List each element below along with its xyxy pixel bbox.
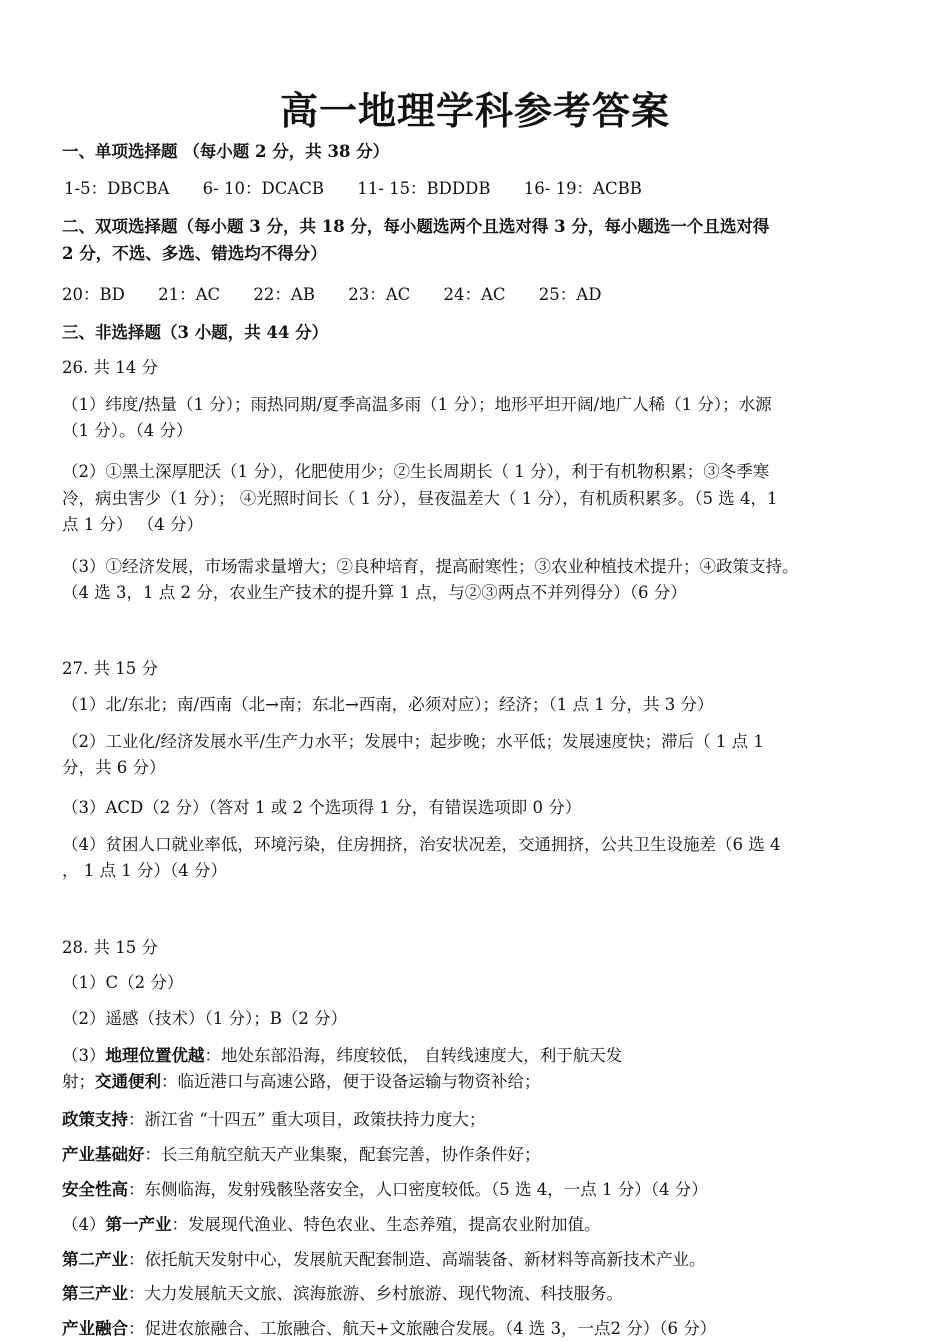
keyword: 第三产业 [62,1284,128,1303]
section2-heading-line1: 二、双项选择题（每小题 3 分，共 18 分，每小题选两个且选对得 3 分，每小题选一个且选对得 [62,217,770,236]
q28-part3-line3 [62,1107,892,1133]
section1-answers [64,176,894,202]
keyword: 产业基础好 [62,1145,145,1164]
answer-item: 24：AC [443,285,506,304]
section2-answers [62,282,892,308]
keyword: 政策支持 [62,1110,128,1129]
q27-part2-line2: 分，共 6 分） [62,758,166,777]
section3-heading: 三、非选择题（3 小题，共 44 分） [62,323,329,342]
point-text: ：地处东部沿海，纬度较低， 自转线速度大，利于航天发 [204,1046,623,1065]
point-text: ：发展现代渔业、特色农业、生态养殖，提高农业附加值。 [171,1215,601,1234]
q27-part2-line1: （2）工业化/经济发展水平/生产力水平；发展中；起步晚；水平低；发展速度快；滞后（ 1 点 1 [62,732,764,751]
q26-part3-line1: （3）①经济发展，市场需求量增大；②良种培育，提高耐寒性；③农业种植技术提升；④政策支持。 [62,557,799,576]
part-number: （3） [62,1046,106,1065]
q28-part1: （1）C（2 分） [62,973,184,992]
point-text: ：大力发展航天文旅、滨海旅游、乡村旅游、现代物流、科技服务。 [128,1284,623,1303]
section1-heading: 一、单项选择题 （每小题 2 分，共 38 分） [62,142,390,161]
q28-part4-line3 [62,1281,892,1307]
keyword: 交通便利 [95,1072,161,1091]
answer-item: 23：AC [348,285,411,304]
q26-part2-line2: 冷，病虫害少（1 分）； ④光照时间长（ 1 分），昼夜温差大（ 1 分），有机质积累多。（5 选 4，1 [62,489,778,508]
q26-part1-line2: （1 分）。（4 分） [62,421,193,440]
page-title: 高一地理学科参考答案 [279,89,670,133]
answer-group: 16- 19：ACBB [523,179,642,198]
answer-item: 22：AB [253,285,315,304]
answer-item: 21：AC [158,285,221,304]
q26-part2-line3: 点 1 分） （4 分） [62,515,203,534]
point-text: ：临近港口与高速公路，便于设备运输与物资补给； [161,1072,541,1091]
q28-part2: （2）遥感（技术）（1 分）；B（2 分） [62,1009,348,1028]
q27-part4-line1: （4）贫困人口就业率低，环境污染，住房拥挤，治安状况差，交通拥挤，公共卫生设施差（6 选 4 [62,835,781,854]
q28-part3-line2 [62,1069,892,1095]
keyword: 地理位置优越 [105,1046,205,1065]
answer-item: 20：BD [62,285,125,304]
q28-part4-line2 [62,1247,892,1273]
q28-part3-line5 [62,1177,892,1203]
answer-item: 25：AD [538,285,602,304]
part-number: （4） [62,1215,106,1234]
q27-part1: （1）北/东北；南/西南（北→南；东北→西南，必须对应）；经济；（1 点 1 分，共 3 分） [62,695,714,714]
q26-heading: 26. 共 14 分 [62,358,158,377]
q27-part3: （3）ACD（2 分）（答对 1 或 2 个选项得 1 分，有错误选项即 0 分） [62,798,582,817]
keyword: 第二产业 [62,1250,128,1269]
q27-part4-line2: ， 1 点 1 分）（4 分） [62,861,227,880]
q28-part4-line1 [62,1212,892,1238]
point-text: ：浙江省 “十四五” 重大项目，政策扶持力度大； [128,1110,486,1129]
q27-heading: 27. 共 15 分 [62,659,158,678]
q28-heading: 28. 共 15 分 [62,938,158,957]
q26-part3-line2: （4 选 3，1 点 2 分，农业生产技术的提升算 1 点，与②③两点不并列得分）（6 分） [62,583,687,602]
q28-part3-line4 [62,1142,892,1168]
q28-part3-line1 [62,1043,892,1069]
point-text: ：长三角航空航天产业集聚，配套完善，协作条件好； [144,1145,541,1164]
point-text: ：依托航天发射中心，发展航天配套制造、高端装备、新材料等高新技术产业。 [128,1250,706,1269]
keyword: 安全性高 [62,1180,128,1199]
section2-heading-line2: 2 分，不选、多选、错选均不得分） [62,244,327,263]
point-text: ：东侧临海，发射残骸坠落安全，人口密度较低。（5 选 4，一点 1 分）（4 分） [128,1180,708,1199]
answer-group: 6- 10：DCACB [202,179,324,198]
point-text: ：促进农旅融合、工旅融合、航天+文旅融合发展。（4 选 3，一点2 分）（6 分） [128,1319,717,1338]
q26-part1-line1: （1）纬度/热量（1 分）；雨热同期/夏季高温多雨（1 分）；地形平坦开阔/地广人稀（1 分）；水源 [62,395,772,414]
keyword: 产业融合 [62,1319,128,1338]
point-text: 射； [62,1072,95,1091]
answer-group: 11- 15：BDDDB [357,179,491,198]
q28-part4-line4 [62,1316,892,1342]
keyword: 第一产业 [105,1215,172,1234]
q26-part2-line1: （2）①黑土深厚肥沃（1 分），化肥使用少；②生长周期长（ 1 分），利于有机物积累；③冬季寒 [62,462,770,481]
answer-group: 1-5：DBCBA [64,179,170,198]
